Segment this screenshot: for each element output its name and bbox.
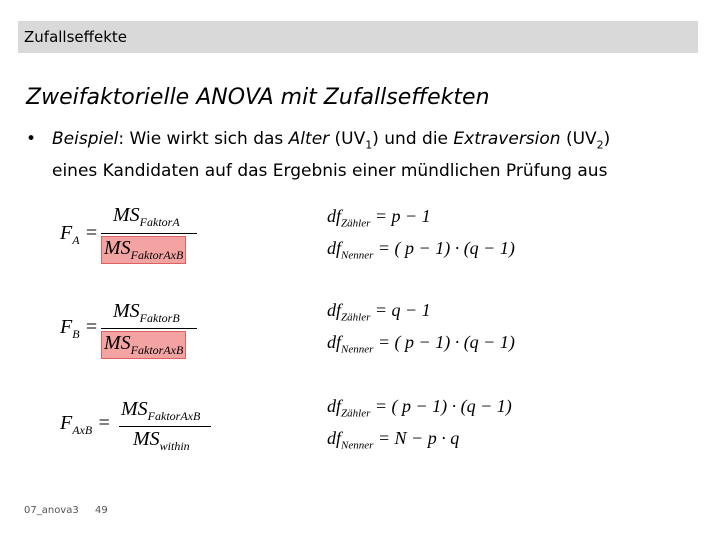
numerator (113, 204, 180, 230)
header-bar (18, 21, 698, 53)
bullet-t4: (UV (560, 129, 597, 149)
bullet-t2: (UV (329, 129, 366, 149)
num-sub: FaktorA (139, 215, 180, 229)
df-expr: = ( p − 1) · (q − 1) (377, 238, 515, 258)
header-title: Zufallseffekte (24, 28, 127, 46)
df-expr: = N − p · q (377, 428, 460, 448)
bullet-t5: ) (603, 129, 611, 149)
df-label: df (327, 428, 342, 448)
bullet-t1: : Wie wirkt sich das (118, 129, 289, 149)
den-symbol: MS (104, 237, 131, 259)
df-expr: = q − 1 (374, 300, 431, 320)
df-nenner (327, 332, 515, 356)
equals-sign: = (84, 316, 99, 338)
df-label: df (327, 238, 342, 258)
formula-lhs (60, 316, 98, 342)
bullet-alter: Alter (288, 129, 330, 149)
df-sub: Nenner (341, 343, 374, 356)
den-sub: FaktorAxB (130, 343, 184, 357)
slide-title: Zweifaktorielle ANOVA mit Zufallseffekten (26, 85, 490, 110)
fraction-line (101, 328, 197, 329)
numerator (113, 300, 180, 326)
lhs-sub: A (72, 233, 80, 247)
denominator-highlighted (101, 331, 186, 359)
df-nenner (327, 428, 459, 452)
num-symbol: MS (113, 300, 140, 322)
bullet-sub1: 1 (365, 138, 373, 152)
df-zaehler (327, 206, 431, 230)
lhs-symbol: F (60, 412, 73, 434)
lhs-sub: B (72, 327, 80, 341)
formula-lhs (60, 412, 111, 438)
df-sub: Nenner (341, 249, 374, 262)
df-expr: = ( p − 1) · (q − 1) (374, 396, 512, 416)
df-expr: = p − 1 (374, 206, 431, 226)
den-sub: within (159, 439, 190, 453)
lhs-symbol: F (60, 316, 73, 338)
df-label: df (327, 396, 342, 416)
bullet-sub2: 2 (596, 138, 604, 152)
footer-file: 07_anova3 (24, 505, 79, 516)
den-sub: FaktorAxB (130, 248, 184, 262)
df-sub: Zähler (341, 311, 371, 324)
equals-sign: = (84, 222, 99, 244)
df-nenner (327, 238, 515, 262)
fraction-line (119, 426, 211, 427)
num-symbol: MS (121, 398, 148, 420)
formula-lhs (60, 222, 98, 248)
bullet-icon: • (26, 129, 37, 149)
df-zaehler (327, 396, 512, 420)
df-label: df (327, 206, 342, 226)
df-zaehler (327, 300, 431, 324)
equals-sign: = (97, 412, 111, 434)
df-sub: Zähler (341, 407, 371, 420)
bullet-lead: Beispiel (52, 129, 119, 149)
df-sub: Nenner (341, 439, 374, 452)
df-label: df (327, 300, 342, 320)
lhs-sub: AxB (72, 423, 93, 437)
num-sub: FaktorB (139, 311, 180, 325)
bullet-text (52, 126, 702, 184)
df-expr: = ( p − 1) · (q − 1) (377, 332, 515, 352)
num-symbol: MS (113, 204, 140, 226)
den-symbol: MS (133, 428, 160, 450)
bullet-extra: Extraversion (453, 129, 561, 149)
bullet-t3: ) und die (372, 129, 454, 149)
fraction-line (101, 233, 197, 234)
bullet-line2: eines Kandidaten auf das Ergebnis einer mündlichen Prüfung aus (52, 161, 608, 182)
denominator (133, 428, 190, 454)
df-label: df (327, 332, 342, 352)
lhs-symbol: F (60, 222, 73, 244)
den-symbol: MS (104, 332, 131, 354)
denominator-highlighted (101, 236, 186, 264)
numerator (121, 398, 200, 424)
df-sub: Zähler (341, 217, 371, 230)
footer-page-number: 49 (95, 505, 108, 516)
num-sub: FaktorAxB (147, 409, 201, 423)
